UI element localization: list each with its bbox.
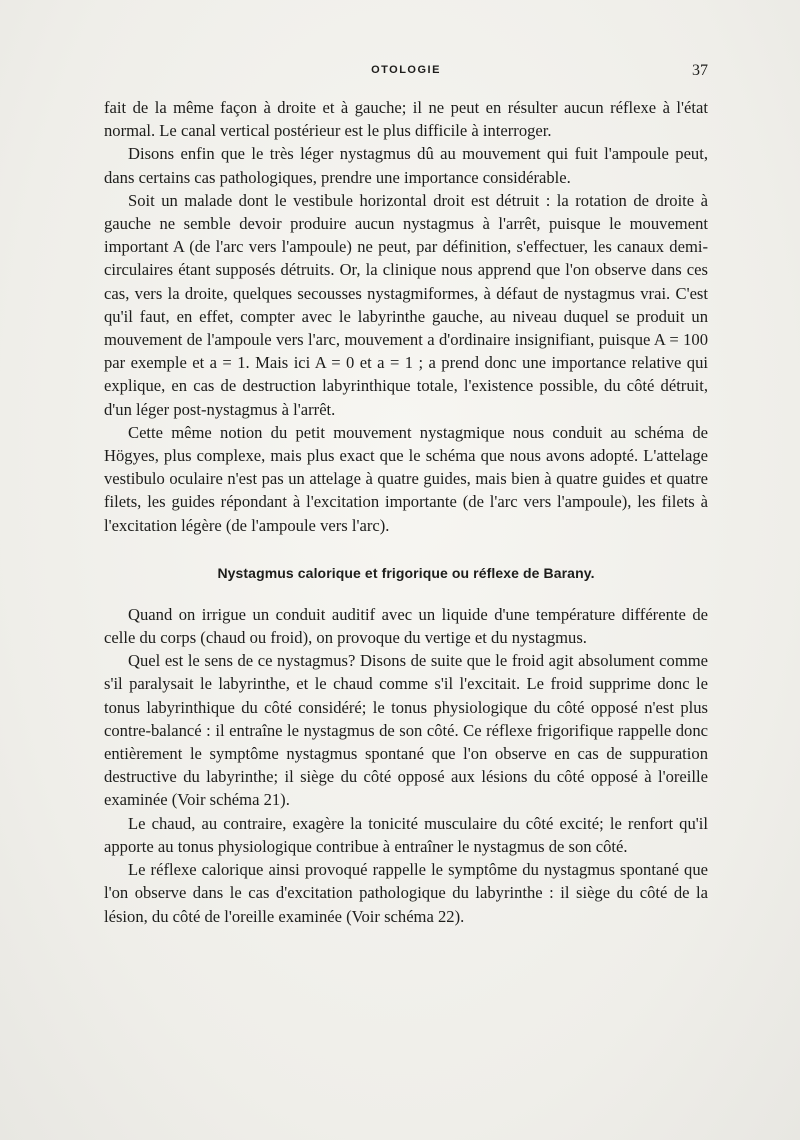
paragraph: Cette même notion du petit mouvement nystagmique nous conduit au schéma de Högyes, plus complexe, mais plus exact que le schéma que nous avons adopté. L'attelage vestibulo oculaire n'est pas un attelage à quatre guides, mais bien à quatre guides et quatre filets, les guides répondant à l'excitation importante (de l'arc vers l'ampoule), les filets à l'excitation légère (de l'ampoule vers l'arc). — [104, 422, 708, 535]
paragraph: Le chaud, au contraire, exagère la tonicité musculaire du côté excité; le renfort qu'il apporte au tonus physiologique contribue à entraîner le nystagmus de son côté. — [104, 813, 708, 856]
section-heading: Nystagmus calorique et frigorique ou réflexe de Barany. — [217, 564, 595, 581]
paragraph: Soit un malade dont le vestibule horizontal droit est détruit : la rotation de droite à gauche ne semble devoir produire aucun nystagmus à l'arrêt, puisque le mouvement important A (de l'arc vers l'ampoule) ne peut, par définition, s'effectuer, les canaux demi-circulaires étant supposés détruits. Or, la clinique nous apprend que l'on observe dans ces cas, vers la droite, quelques secousses nystagmiformes, à défaut de nystagmus vrai. C'est qu'il faut, en effet, compter avec le labyrinthe gauche, au niveau duquel se produit un mouvement de l'ampoule vers l'arc, mouvement a d'ordinaire insignifiant, puisque A = 100 par exemple et a = 1. Mais ici A = 0 et a = 1 ; a prend donc une importance relative qui explique, en cas de destruction labyrinthique totale, l'existence possible, du côté détruit, d'un léger post-nystagmus à l'arrêt. — [104, 190, 708, 419]
page-header — [104, 62, 708, 84]
paragraph: Disons enfin que le très léger nystagmus dû au mouvement qui fuit l'ampoule peut, dans certains cas pathologiques, prendre une importance considérable. — [104, 144, 708, 187]
paragraph: Quand on irrigue un conduit auditif avec un liquide d'une température différente de celle du corps (chaud ou froid), on provoque du vertige et du nystagmus. — [104, 604, 708, 648]
running-head: OTOLOGIE — [371, 64, 441, 76]
paragraph: Le réflexe calorique ainsi provoqué rappelle le symptôme du nystagmus spontané que l'on observe dans le cas d'excitation pathologique du labyrinthe : il siège du côté de la lésion, du côté de l'oreille examinée (Voir schéma 22). — [104, 860, 708, 926]
paragraph: Quel est le sens de ce nystagmus? Disons de suite que le froid agit absolument comme s'il paralysait le labyrinthe, et le chaud comme s'il l'excitait. Le froid supprime donc le tonus labyrinthique du côté considéré; le tonus physiologique du côté opposé n'est plus contre-balancé : il entraîne le nystagmus de son côté. Ce réflexe frigorifique rappelle donc entièrement le symptôme nystagmus spontané que l'on observe en cas de suppuration destructive du labyrinthe; il siège du côté opposé aux lésions du côté opposé à l'oreille examinée (Voir schéma 21). — [104, 651, 708, 810]
body-text — [104, 96, 708, 928]
page-number: 37 — [692, 62, 708, 79]
paragraph-continued: fait de la même façon à droite et à gauche; il ne peut en résulter aucun réflexe à l'état normal. Le canal vertical postérieur est le plus difficile à interroger. — [104, 98, 708, 141]
